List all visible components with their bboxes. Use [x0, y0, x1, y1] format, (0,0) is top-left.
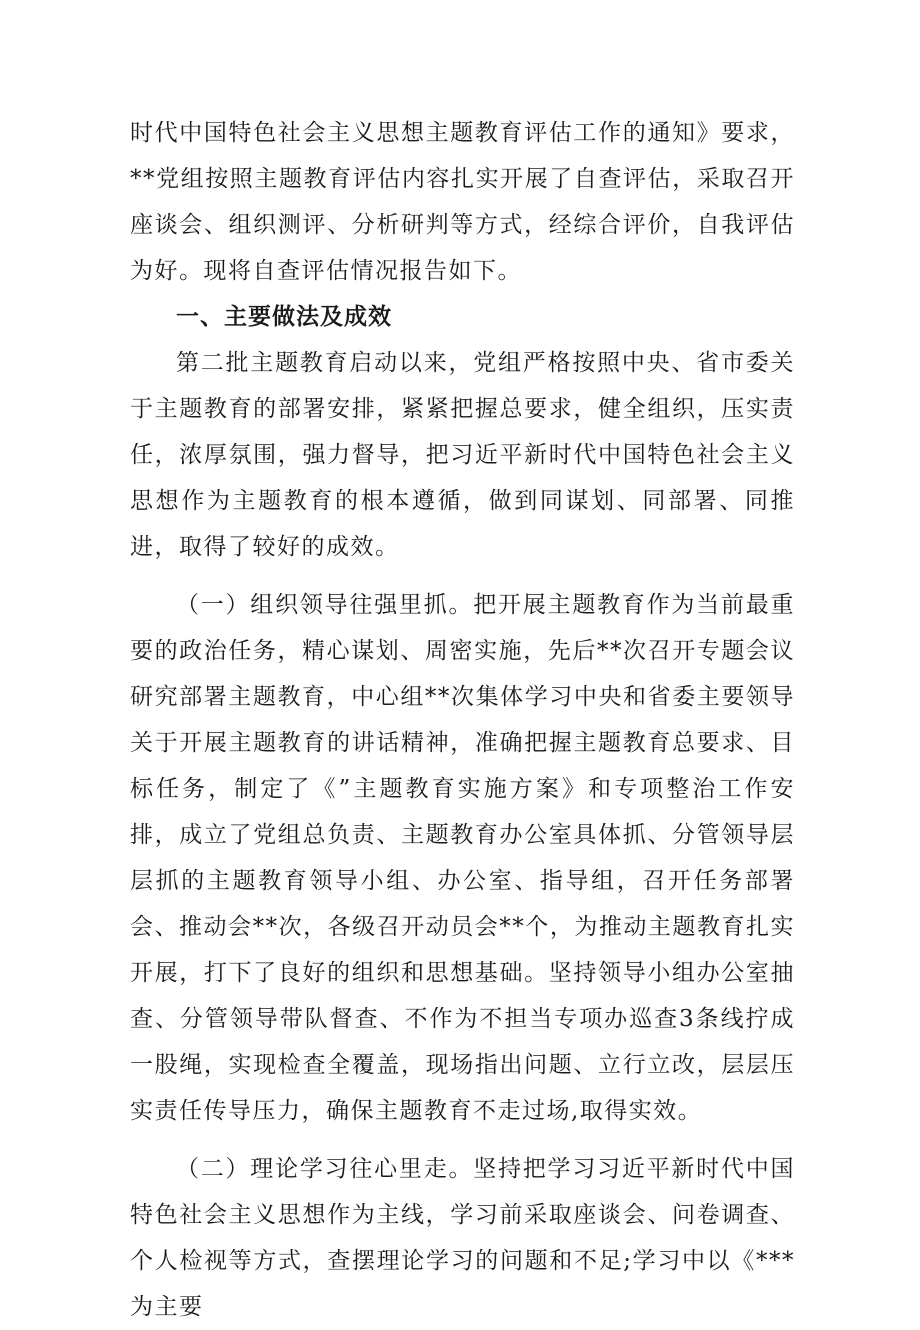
subsection-1-paragraph: （一）组织领导往强里抓。把开展主题教育作为当前最重要的政治任务，精心谋划、周密实施，先后**次召开专题会议研究部署主题教育，中心组**次集体学习中央和省委主要领导关于开展主题教育的讲话精神，准确把握主题教育总要求、目标任务，制定了《”主题教育实施方案》和专项整治工作安排，成立了党组总负责、主题教育办公室具体抓、分管领导层层抓的主题教育领导小组、办公室、指导组，召开任务部署会、推动会**次，各级召开动员会**个，为推动主题教育扎实开展，打下了良好的组织和思想基础。坚持领导小组办公室抽查、分管领导带队督查、不作为不担当专项办巡查3条线拧成一股绳，实现检查全覆盖，现场指出问题、立行立改，层层压实责任传导压力，确保主题教育不走过场,取得实效。: [130, 592, 795, 1124]
intro-paragraph: 时代中国特色社会主义思想主题教育评估工作的通知》要求，**党组按照主题教育评估内容扎实开展了自查评估，采取召开座谈会、组织测评、分析研判等方式，经综合评价，自我评估为好。现将自查评估情况报告如下。: [130, 120, 795, 284]
section-heading: 一、主要做法及成效: [176, 304, 392, 330]
subsection-2-paragraph: （二）理论学习往心里走。坚持把学习习近平新时代中国特色社会主义思想作为主线，学习前采取座谈会、问卷调查、个人检视等方式，查摆理论学习的问题和不足;学习中以《***为主要: [130, 1156, 795, 1320]
section-intro-paragraph: 第二批主题教育启动以来，党组严格按照中央、省市委关于主题教育的部署安排，紧紧把握总要求，健全组织，压实责任，浓厚氛围，强力督导，把习近平新时代中国特色社会主义思想作为主题教育的根本遵循，做到同谋划、同部署、同推进，取得了较好的成效。: [130, 350, 795, 560]
document-body: [130, 110, 795, 1330]
